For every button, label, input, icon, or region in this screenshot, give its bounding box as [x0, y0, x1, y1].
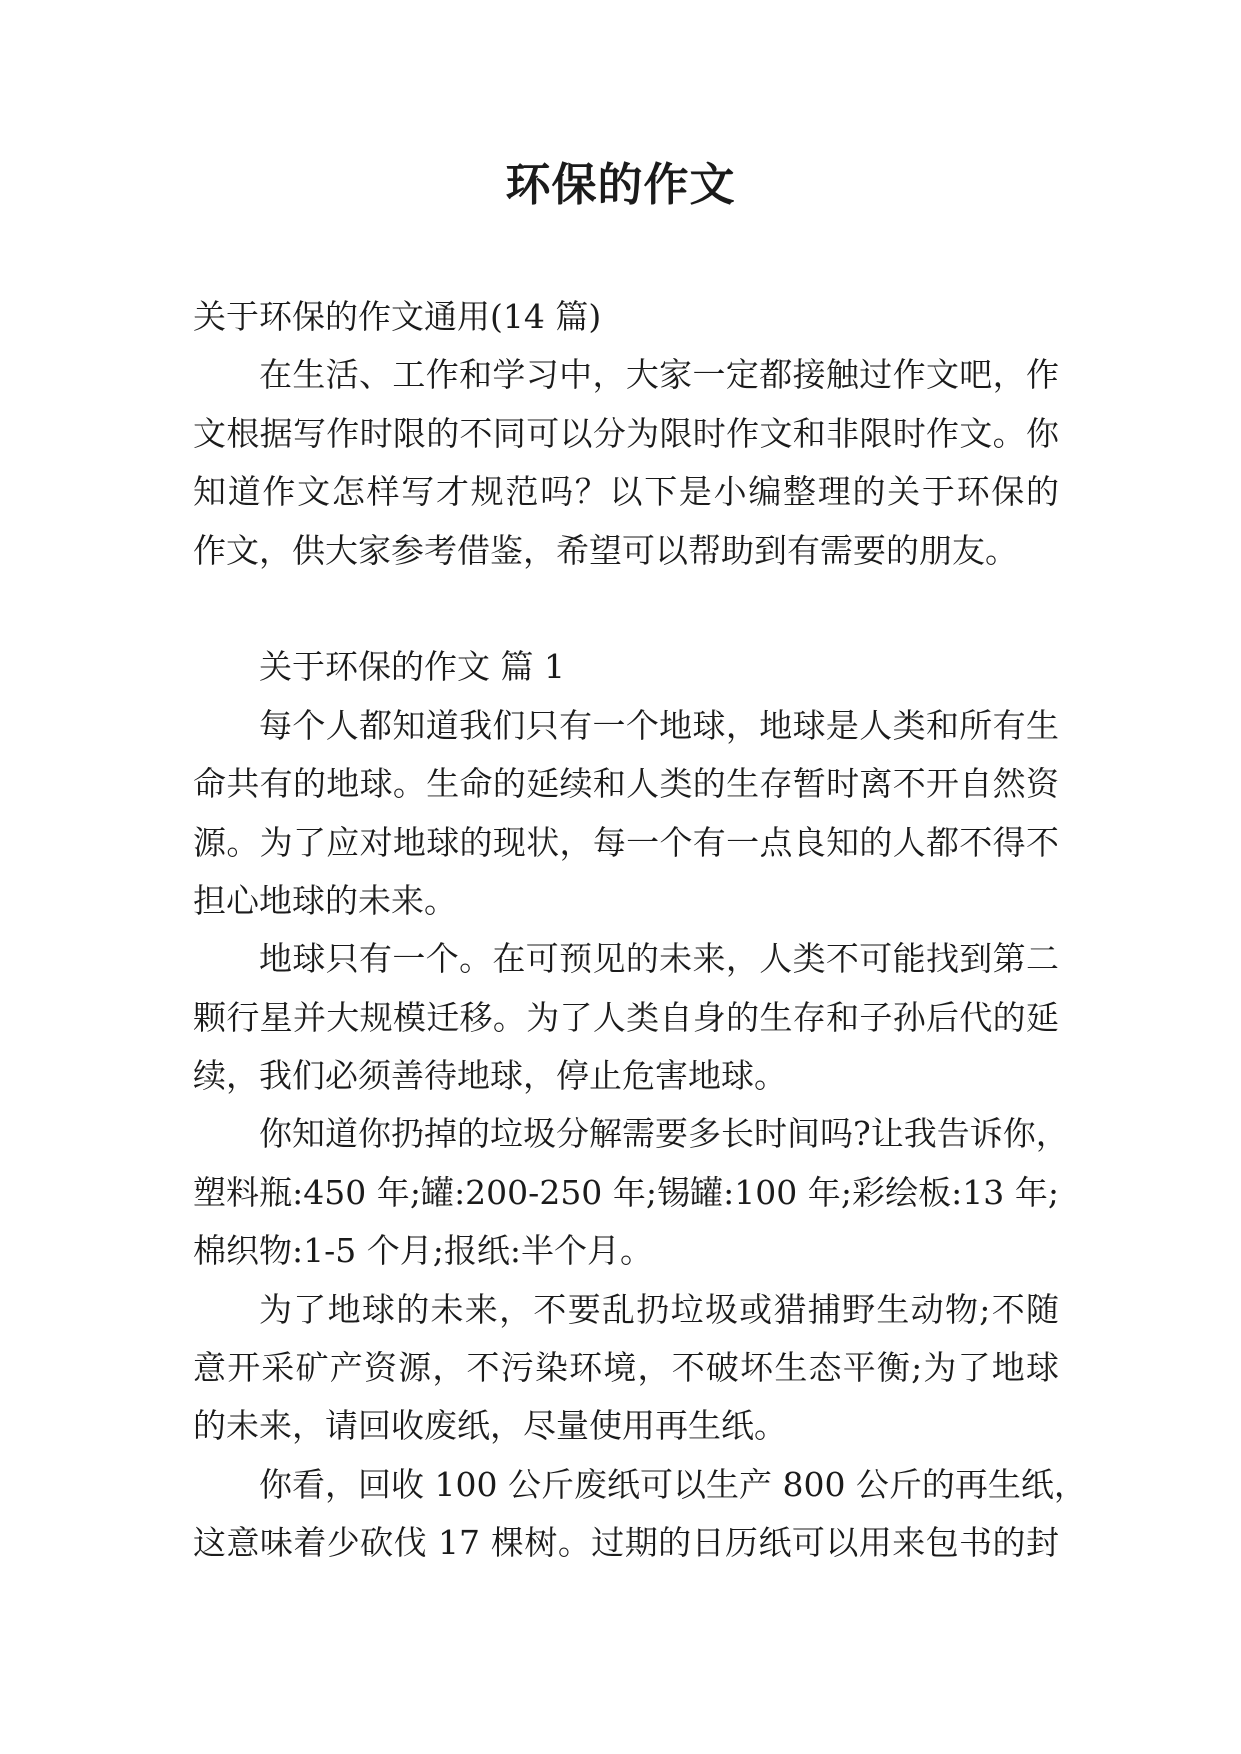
document-body [193, 288, 1087, 1573]
paragraph-line: 命共有的地球。生命的延续和人类的生存暂时离不开自然资 [193, 764, 1059, 804]
paragraph-line: 地球只有一个。在可预见的未来，人类不可能找到第二 [259, 939, 1059, 979]
paragraph-line: 源。为了应对地球的现状，每一个有一点良知的人都不得不 [193, 822, 1059, 862]
paragraph-line: 在生活、工作和学习中，大家一定都接触过作文吧，作 [259, 355, 1059, 395]
paragraph-line: 文根据写作时限的不同可以分为限时作文和非限时作文。你 [193, 413, 1059, 453]
document-subtitle: 关于环保的作文通用(14 篇) [193, 297, 602, 336]
paragraph-line: 塑料瓶:450 年;罐:200-250 年;锡罐:100 年;彩绘板:13 年; [193, 1172, 1059, 1212]
paragraph-line: 担心地球的未来。 [193, 880, 457, 920]
paragraph-line: 你知道你扔掉的垃圾分解需要多长时间吗?让我告诉你， [259, 1114, 1069, 1154]
paragraph-line: 为了地球的未来，不要乱扔垃圾或猎捕野生动物;不随 [259, 1289, 1059, 1329]
paragraph-line: 颗行星并大规模迁移。为了人类自身的生存和子孙后代的延 [193, 997, 1059, 1037]
paragraph-line: 续，我们必须善待地球，停止危害地球。 [193, 1056, 787, 1096]
document-title: 环保的作文 [505, 158, 736, 211]
paragraph-line: 作文，供大家参考借鉴，希望可以帮助到有需要的朋友。 [193, 530, 1018, 570]
paragraph-line: 的未来，请回收废纸，尽量使用再生纸。 [193, 1406, 787, 1446]
paragraph-line: 知道作文怎样写才规范吗？以下是小编整理的关于环保的 [193, 472, 1059, 512]
paragraph [193, 930, 1059, 1105]
paragraph [193, 1281, 1059, 1456]
paragraph-line: 棉织物:1-5 个月;报纸:半个月。 [193, 1231, 653, 1271]
paragraph [193, 1456, 1087, 1573]
paragraph-line: 这意味着少砍伐 17 棵树。过期的日历纸可以用来包书的封 [193, 1523, 1059, 1563]
paragraph-line: 你看，回收 100 公斤废纸可以生产 800 公斤的再生纸， [259, 1464, 1087, 1504]
intro-paragraph [193, 346, 1059, 580]
section-heading: 关于环保的作文 篇 1 [259, 647, 565, 687]
paragraph-line: 每个人都知道我们只有一个地球，地球是人类和所有生 [259, 705, 1059, 745]
paragraph [193, 1105, 1069, 1280]
paragraph [193, 697, 1059, 931]
paragraph-line: 意开采矿产资源，不污染环境，不破坏生态平衡;为了地球 [193, 1348, 1059, 1388]
